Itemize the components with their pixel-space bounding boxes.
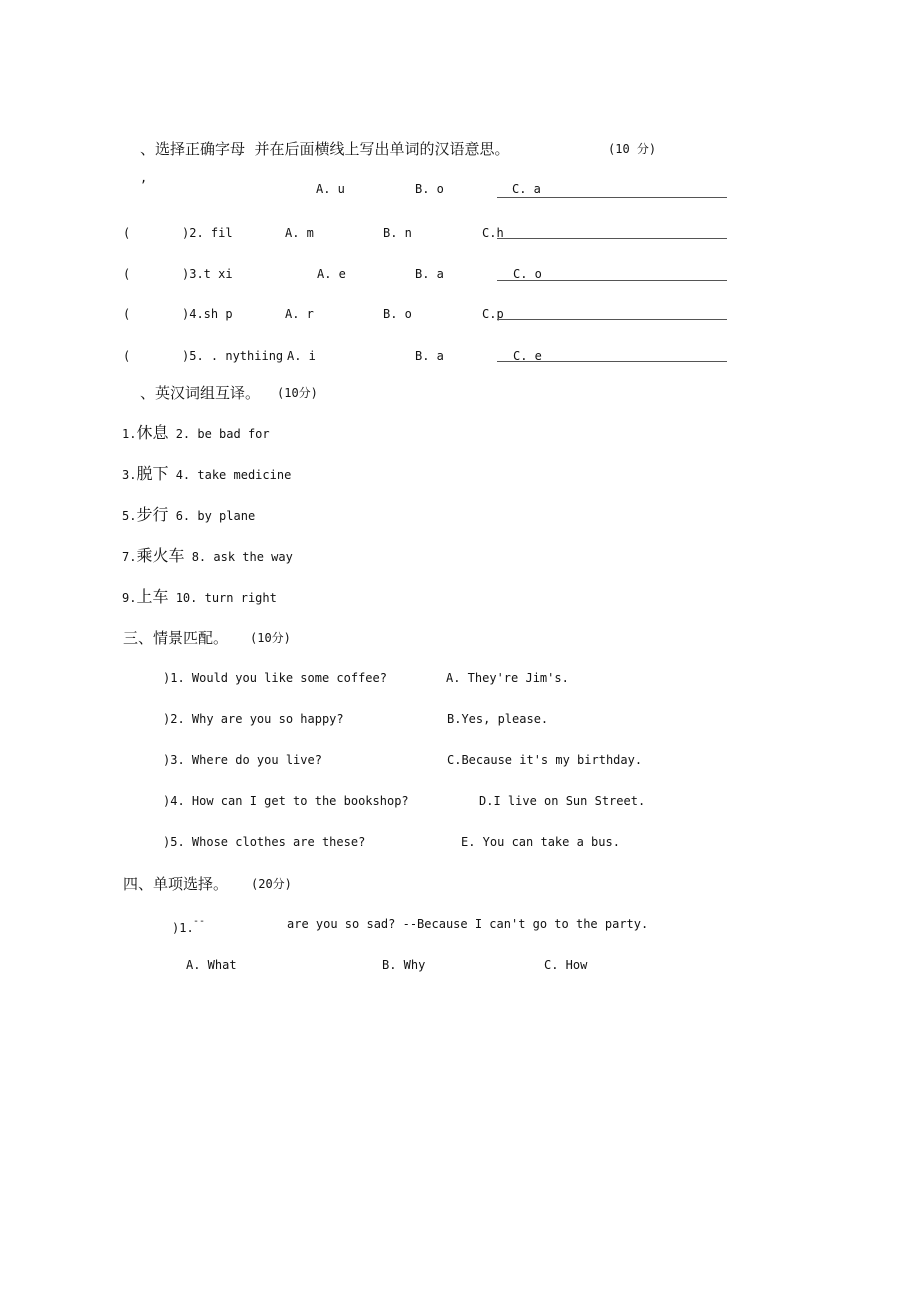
- section3-title: 三、情景匹配。: [123, 629, 229, 647]
- s1-row4-paren: (: [123, 307, 131, 321]
- s1-row5-answer-line[interactable]: [497, 361, 727, 362]
- s1-row4-word: )4.sh p: [182, 307, 233, 321]
- s2-row1: 1.休息 2. be bad for: [122, 423, 270, 442]
- s1-row4-option-b: B. o: [383, 307, 412, 321]
- s4-q1-text: are you so sad? --Because I can't go to the party.: [287, 917, 649, 931]
- s1-row5-option-b: B. a: [415, 349, 444, 363]
- s1-row1-option-c: C. a: [512, 182, 541, 196]
- s1-row1-answer-line[interactable]: [497, 197, 727, 198]
- s4-q1-dash: --: [193, 916, 206, 927]
- s1-row5-word: )5. . nythiing: [182, 349, 284, 363]
- section4-score: (20分): [251, 877, 292, 891]
- section4-title: 四、单项选择。: [123, 875, 229, 893]
- s3-q5: )5. Whose clothes are these?: [163, 835, 366, 849]
- s2-row4: 7.乘火车 8. ask the way: [122, 546, 293, 565]
- s1-row2-word: )2. fil: [182, 226, 233, 240]
- s1-row3-option-a: A. e: [317, 267, 346, 281]
- s1-row3-option-b: B. a: [415, 267, 444, 281]
- s1-row5-paren: (: [123, 349, 131, 363]
- s3-a4: D.I live on Sun Street.: [479, 794, 646, 808]
- s3-q1: )1. Would you like some coffee?: [163, 671, 387, 685]
- s1-row5-option-c: C. e: [513, 349, 542, 363]
- s1-row1-option-b: B. o: [415, 182, 444, 196]
- s1-row2-option-c: C.h: [482, 226, 504, 240]
- s1-row4-answer-line[interactable]: [497, 319, 727, 320]
- s1-row5-option-a: A. i: [287, 349, 316, 363]
- s3-a3: C.Because it's my birthday.: [447, 753, 643, 767]
- s1-row2-answer-line[interactable]: [497, 238, 727, 239]
- s1-row2-option-a: A. m: [285, 226, 314, 240]
- s4-q1-option-a: A. What: [186, 958, 237, 972]
- section2-score: (10分): [277, 386, 318, 400]
- s1-row3-answer-line[interactable]: [497, 280, 727, 281]
- s3-a1: A. They're Jim's.: [446, 671, 569, 685]
- s1-row1-option-a: A. u: [316, 182, 345, 196]
- section1-comma: ,: [140, 171, 148, 185]
- s2-row3: 5.步行 6. by plane: [122, 505, 256, 524]
- section3-score: (10分): [250, 631, 291, 645]
- s3-q2: )2. Why are you so happy?: [163, 712, 344, 726]
- s1-row3-option-c: C. o: [513, 267, 542, 281]
- s1-row2-paren: (: [123, 226, 131, 240]
- section1-title: 、选择正确字母 并在后面横线上写出单词的汉语意思。: [140, 140, 510, 158]
- s3-a5: E. You can take a bus.: [461, 835, 620, 849]
- s3-a2: B.Yes, please.: [447, 712, 549, 726]
- section1-score: (10 分): [608, 142, 657, 156]
- s1-row4-option-c: C.p: [482, 307, 504, 321]
- s1-row3-word: )3.t xi: [182, 267, 233, 281]
- s2-row2: 3.脱下 4. take medicine: [122, 464, 292, 483]
- s2-row5: 9.上车 10. turn right: [122, 587, 277, 606]
- section2-title: 、英汉词组互译。: [140, 384, 261, 402]
- s1-row4-option-a: A. r: [285, 307, 314, 321]
- s4-q1-option-b: B. Why: [382, 958, 426, 972]
- s4-q1-option-c: C. How: [544, 958, 588, 972]
- s4-q1-number: )1.: [172, 921, 194, 935]
- s1-row3-paren: (: [123, 267, 131, 281]
- s3-q3: )3. Where do you live?: [163, 753, 322, 767]
- s1-row2-option-b: B. n: [383, 226, 412, 240]
- s3-q4: )4. How can I get to the bookshop?: [163, 794, 409, 808]
